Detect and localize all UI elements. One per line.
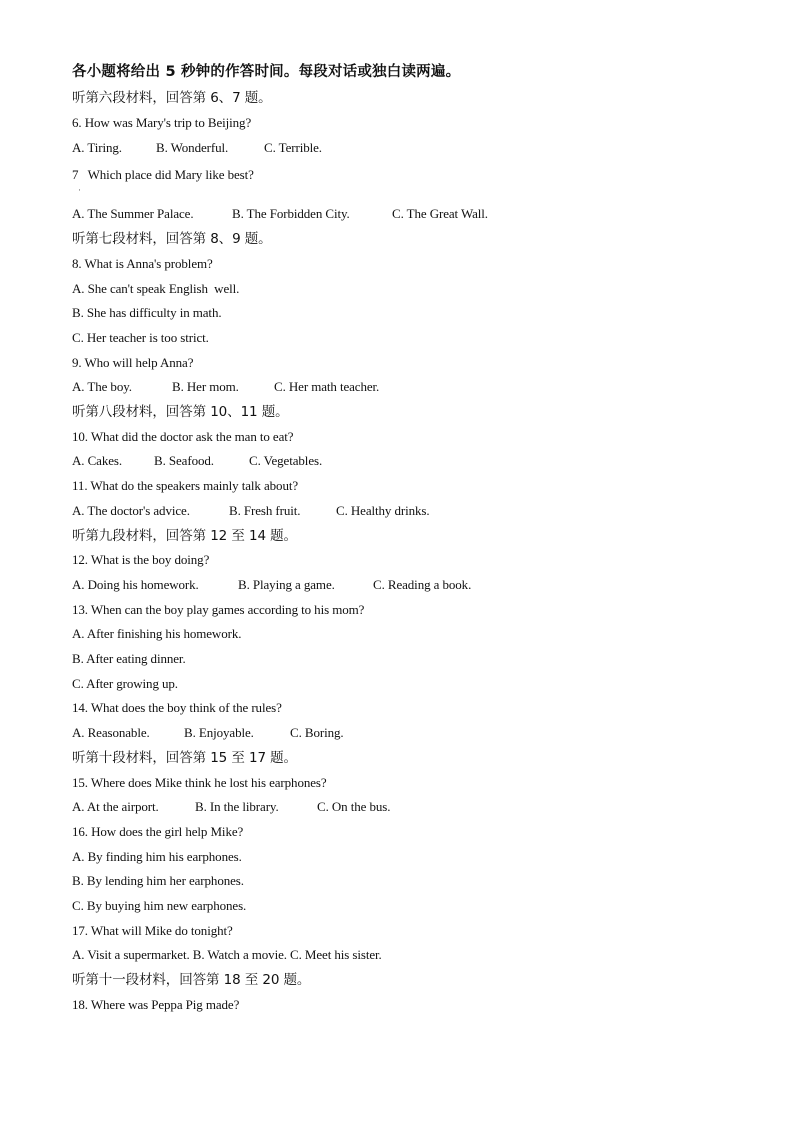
question-7-option-a: A. The Summer Palace.	[72, 206, 194, 221]
question-10-option-c: C. Vegetables.	[249, 453, 323, 468]
question-18: 18. Where was Peppa Pig made?	[72, 997, 240, 1012]
question-16-option-c: C. By buying him new earphones.	[72, 898, 247, 913]
question-8-option-a: A. She can't speak English well.	[72, 281, 240, 296]
question-6-option-b: B. Wonderful.	[156, 140, 229, 155]
question-9-option-a: A. The boy.	[72, 379, 132, 394]
section-heading-9: 听第九段材料，回答第 12 至 14 题。	[72, 528, 297, 544]
section-heading-7: 听第七段材料，回答第 8、9 题。	[72, 231, 272, 247]
question-11-option-a: A. The doctor's advice.	[72, 503, 190, 518]
question-14-option-b: B. Enjoyable.	[184, 725, 254, 740]
question-6-option-a: A. Tiring.	[72, 140, 122, 155]
question-15: 15. Where does Mike think he lost his earphones?	[72, 775, 327, 790]
question-9-option-c: C. Her math teacher.	[274, 379, 380, 394]
question-16-option-b: B. By lending him her earphones.	[72, 873, 244, 888]
section-heading-11: 听第十一段材料，回答第 18 至 20 题。	[72, 972, 311, 988]
question-12-option-a: A. Doing his homework.	[72, 577, 199, 592]
question-14-option-a: A. Reasonable.	[72, 725, 150, 740]
question-11-option-b: B. Fresh fruit.	[229, 503, 301, 518]
question-7-option-b: B. The Forbidden City.	[232, 206, 350, 221]
question-7: 7 Which place did Mary like best?	[72, 167, 254, 182]
question-11-option-c: C. Healthy drinks.	[336, 503, 430, 518]
question-11: 11. What do the speakers mainly talk about?	[72, 478, 299, 493]
question-17-options: A. Visit a supermarket. B. Watch a movie. C. Meet his sister.	[72, 947, 382, 962]
question-6-option-c: C. Terrible.	[264, 140, 322, 155]
question-10-option-a: A. Cakes.	[72, 453, 123, 468]
stray-mark: ·	[78, 185, 81, 195]
question-13-option-b: B. After eating dinner.	[72, 651, 186, 666]
question-12-option-c: C. Reading a book.	[373, 577, 472, 592]
question-9: 9. Who will help Anna?	[72, 355, 194, 370]
question-15-option-b: B. In the library.	[195, 799, 279, 814]
question-15-option-a: A. At the airport.	[72, 799, 159, 814]
question-14: 14. What does the boy think of the rules?	[72, 700, 282, 715]
question-12-option-b: B. Playing a game.	[238, 577, 335, 592]
question-15-option-c: C. On the bus.	[317, 799, 391, 814]
question-8-option-c: C. Her teacher is too strict.	[72, 330, 209, 345]
question-6: 6. How was Mary's trip to Beijing?	[72, 115, 252, 130]
section-heading-6: 听第六段材料，回答第 6、7 题。	[72, 90, 272, 106]
instructions: 各小题将给出 5 秒钟的作答时间。每段对话或独白读两遍。	[72, 64, 461, 80]
question-17: 17. What will Mike do tonight?	[72, 923, 233, 938]
question-12: 12. What is the boy doing?	[72, 552, 210, 567]
question-7-option-c: C. The Great Wall.	[392, 206, 488, 221]
question-13-option-a: A. After finishing his homework.	[72, 626, 242, 641]
question-16: 16. How does the girl help Mike?	[72, 824, 244, 839]
question-16-option-a: A. By finding him his earphones.	[72, 849, 242, 864]
section-heading-8: 听第八段材料，回答第 10、11 题。	[72, 404, 289, 420]
question-13-option-c: C. After growing up.	[72, 676, 178, 691]
question-13: 13. When can the boy play games according to his mom?	[72, 602, 365, 617]
question-8: 8. What is Anna's problem?	[72, 256, 213, 271]
question-9-option-b: B. Her mom.	[172, 379, 239, 394]
question-10: 10. What did the doctor ask the man to eat?	[72, 429, 294, 444]
question-8-option-b: B. She has difficulty in math.	[72, 305, 222, 320]
question-10-option-b: B. Seafood.	[154, 453, 214, 468]
section-heading-10: 听第十段材料，回答第 15 至 17 题。	[72, 750, 297, 766]
question-14-option-c: C. Boring.	[290, 725, 344, 740]
